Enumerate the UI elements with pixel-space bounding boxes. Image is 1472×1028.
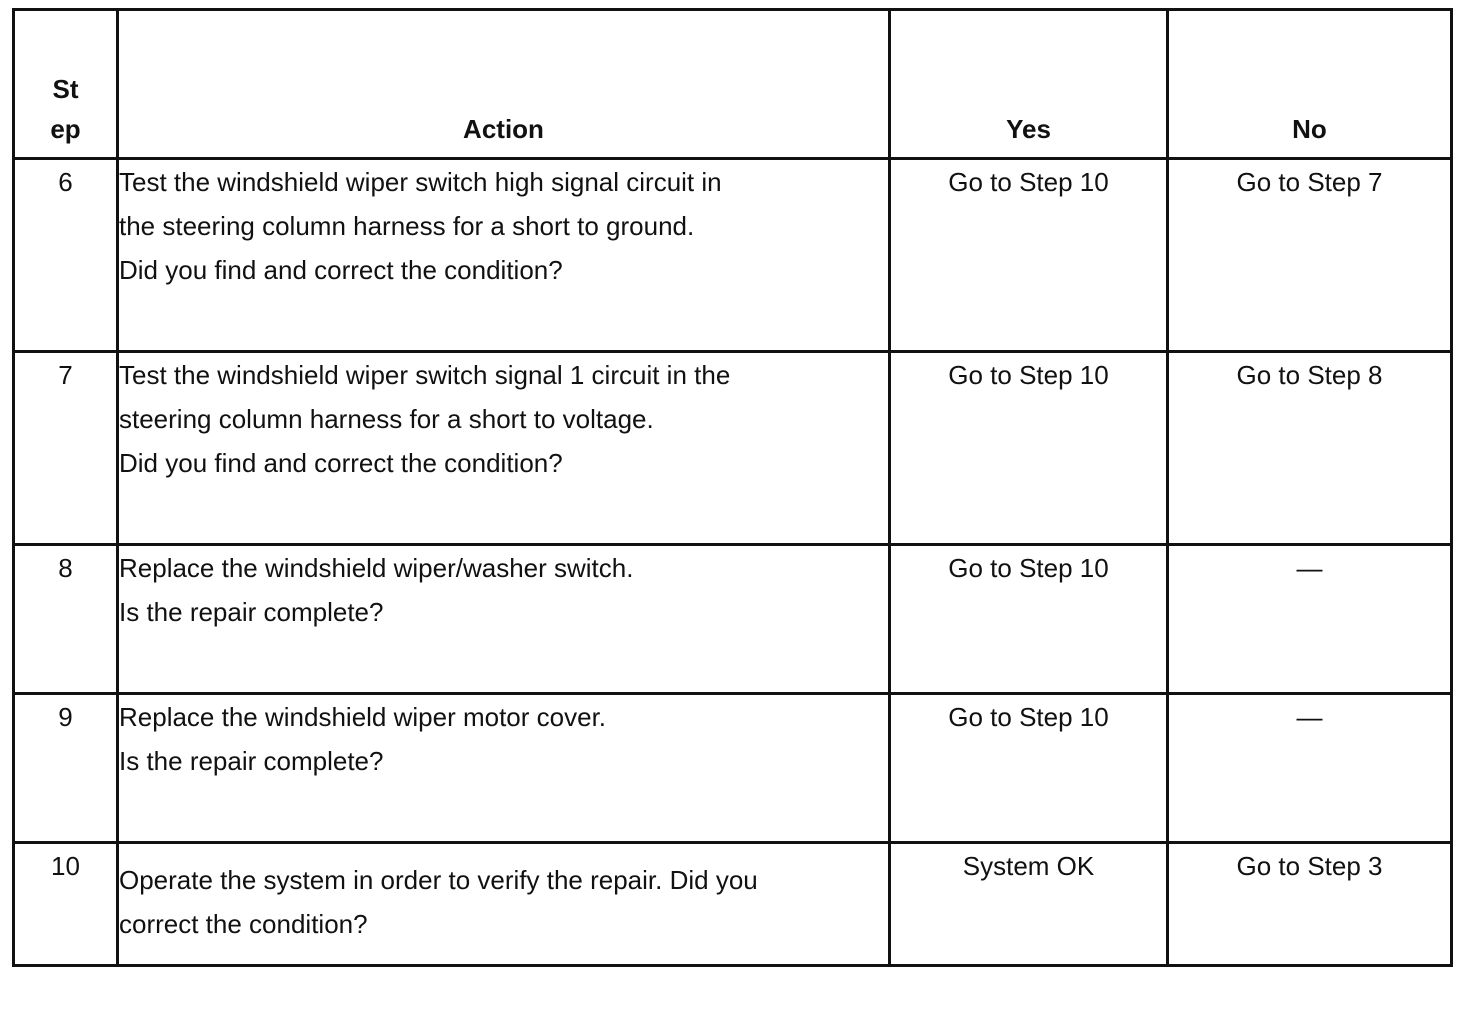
action-line: correct the condition?	[119, 909, 368, 939]
no-result: —	[1168, 694, 1452, 843]
yes-column-header: Yes	[890, 10, 1168, 159]
yes-result: System OK	[890, 843, 1168, 966]
action-line: Test the windshield wiper switch signal 1 circuit in the	[119, 360, 731, 390]
table-row	[14, 352, 1452, 545]
action-line: Is the repair complete?	[119, 746, 384, 776]
table-row	[14, 843, 1452, 966]
step-header-line-2: ep	[50, 114, 81, 144]
no-result: Go to Step 7	[1168, 159, 1452, 352]
action-text	[118, 352, 890, 545]
table-row	[14, 545, 1452, 694]
step-number: 8	[14, 545, 118, 694]
step-header-line-1: St	[52, 74, 79, 104]
table-row	[14, 694, 1452, 843]
action-text	[118, 159, 890, 352]
step-number: 7	[14, 352, 118, 545]
step-number: 9	[14, 694, 118, 843]
yes-result: Go to Step 10	[890, 159, 1168, 352]
action-line: Did you find and correct the condition?	[119, 255, 563, 285]
step-number: 6	[14, 159, 118, 352]
diagnostic-steps-table	[12, 8, 1453, 967]
step-column-header	[14, 10, 118, 159]
no-column-header: No	[1168, 10, 1452, 159]
action-line: the steering column harness for a short to ground.	[119, 211, 695, 241]
action-text	[118, 545, 890, 694]
action-line: steering column harness for a short to voltage.	[119, 404, 654, 434]
yes-result: Go to Step 10	[890, 545, 1168, 694]
action-text	[118, 694, 890, 843]
action-line: Replace the windshield wiper motor cover.	[119, 702, 607, 732]
table-header-row	[14, 10, 1452, 159]
table-row	[14, 159, 1452, 352]
action-text	[118, 843, 890, 966]
yes-result: Go to Step 10	[890, 352, 1168, 545]
no-result: Go to Step 8	[1168, 352, 1452, 545]
step-number: 10	[14, 843, 118, 966]
action-line: Did you find and correct the condition?	[119, 448, 563, 478]
no-result: —	[1168, 545, 1452, 694]
action-line: Is the repair complete?	[119, 597, 384, 627]
action-line: Test the windshield wiper switch high signal circuit in	[119, 167, 722, 197]
yes-result: Go to Step 10	[890, 694, 1168, 843]
action-line: Replace the windshield wiper/washer switch.	[119, 553, 634, 583]
action-column-header: Action	[118, 10, 890, 159]
no-result: Go to Step 3	[1168, 843, 1452, 966]
action-line: Operate the system in order to verify the repair. Did you	[119, 865, 758, 895]
